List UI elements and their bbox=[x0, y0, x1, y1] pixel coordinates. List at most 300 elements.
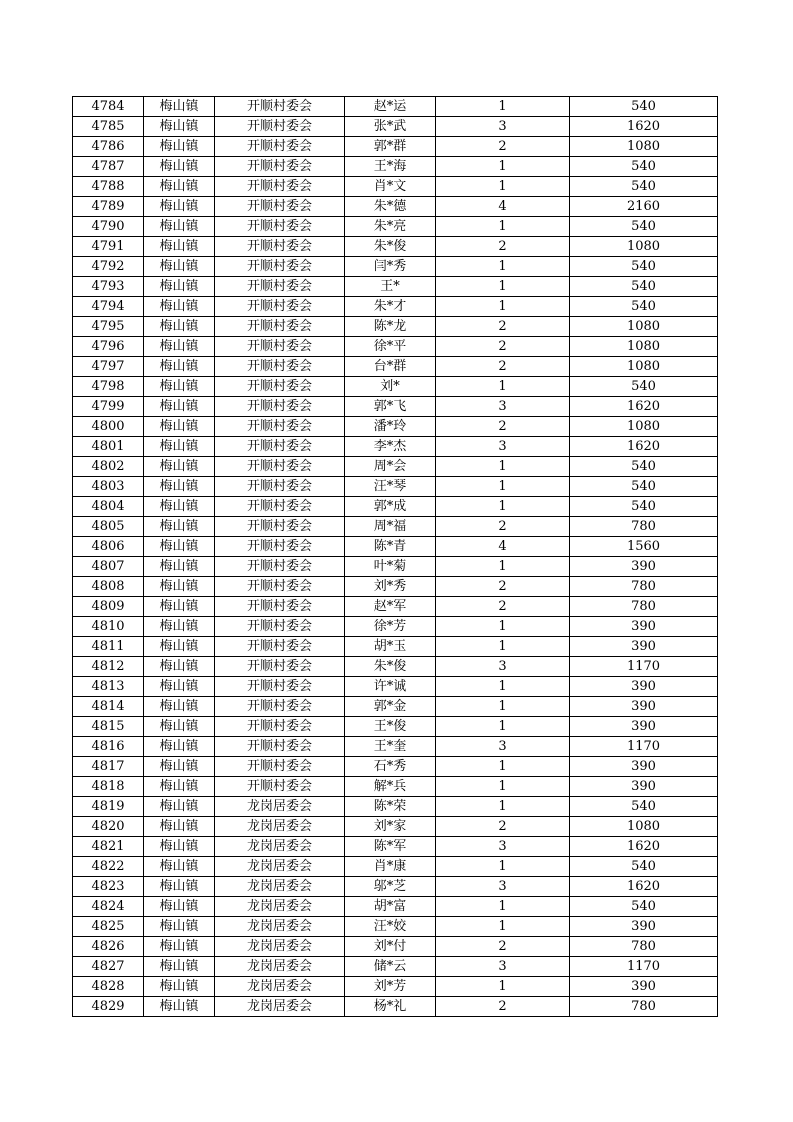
household-count-cell: 2 bbox=[436, 517, 570, 537]
town-cell: 梅山镇 bbox=[144, 517, 215, 537]
town-cell: 梅山镇 bbox=[144, 417, 215, 437]
table-row bbox=[73, 317, 718, 337]
village-committee-cell: 开顺村委会 bbox=[215, 357, 345, 377]
town-cell: 梅山镇 bbox=[144, 277, 215, 297]
household-count-cell: 1 bbox=[436, 177, 570, 197]
table-row bbox=[73, 337, 718, 357]
town-cell: 梅山镇 bbox=[144, 237, 215, 257]
serial-number-cell: 4816 bbox=[73, 737, 144, 757]
amount-cell: 1080 bbox=[570, 357, 718, 377]
serial-number-cell: 4814 bbox=[73, 697, 144, 717]
table-row bbox=[73, 377, 718, 397]
amount-cell: 1080 bbox=[570, 137, 718, 157]
town-cell: 梅山镇 bbox=[144, 817, 215, 837]
amount-cell: 780 bbox=[570, 997, 718, 1017]
table-row bbox=[73, 697, 718, 717]
household-count-cell: 3 bbox=[436, 957, 570, 977]
amount-cell: 1560 bbox=[570, 537, 718, 557]
person-name-cell: 陈*荣 bbox=[345, 797, 436, 817]
village-committee-cell: 开顺村委会 bbox=[215, 617, 345, 637]
table-row bbox=[73, 837, 718, 857]
household-count-cell: 3 bbox=[436, 877, 570, 897]
household-count-cell: 2 bbox=[436, 937, 570, 957]
village-committee-cell: 开顺村委会 bbox=[215, 197, 345, 217]
serial-number-cell: 4787 bbox=[73, 157, 144, 177]
serial-number-cell: 4800 bbox=[73, 417, 144, 437]
serial-number-cell: 4804 bbox=[73, 497, 144, 517]
town-cell: 梅山镇 bbox=[144, 717, 215, 737]
serial-number-cell: 4821 bbox=[73, 837, 144, 857]
amount-cell: 540 bbox=[570, 177, 718, 197]
amount-cell: 1620 bbox=[570, 397, 718, 417]
serial-number-cell: 4826 bbox=[73, 937, 144, 957]
table-row bbox=[73, 537, 718, 557]
town-cell: 梅山镇 bbox=[144, 117, 215, 137]
town-cell: 梅山镇 bbox=[144, 617, 215, 637]
person-name-cell: 肖*文 bbox=[345, 177, 436, 197]
person-name-cell: 许*诚 bbox=[345, 677, 436, 697]
household-count-cell: 1 bbox=[436, 457, 570, 477]
person-name-cell: 解*兵 bbox=[345, 777, 436, 797]
amount-cell: 1170 bbox=[570, 737, 718, 757]
table-row bbox=[73, 577, 718, 597]
serial-number-cell: 4794 bbox=[73, 297, 144, 317]
person-name-cell: 张*武 bbox=[345, 117, 436, 137]
household-count-cell: 3 bbox=[436, 657, 570, 677]
table-row bbox=[73, 297, 718, 317]
amount-cell: 780 bbox=[570, 937, 718, 957]
person-name-cell: 徐*平 bbox=[345, 337, 436, 357]
village-committee-cell: 开顺村委会 bbox=[215, 317, 345, 337]
amount-cell: 390 bbox=[570, 977, 718, 997]
household-count-cell: 1 bbox=[436, 477, 570, 497]
village-committee-cell: 开顺村委会 bbox=[215, 117, 345, 137]
town-cell: 梅山镇 bbox=[144, 97, 215, 117]
serial-number-cell: 4824 bbox=[73, 897, 144, 917]
table-row bbox=[73, 277, 718, 297]
table-row bbox=[73, 717, 718, 737]
amount-cell: 390 bbox=[570, 617, 718, 637]
table-row bbox=[73, 977, 718, 997]
household-count-cell: 3 bbox=[436, 737, 570, 757]
serial-number-cell: 4811 bbox=[73, 637, 144, 657]
person-name-cell: 石*秀 bbox=[345, 757, 436, 777]
town-cell: 梅山镇 bbox=[144, 937, 215, 957]
table-row bbox=[73, 937, 718, 957]
town-cell: 梅山镇 bbox=[144, 457, 215, 477]
village-committee-cell: 开顺村委会 bbox=[215, 277, 345, 297]
town-cell: 梅山镇 bbox=[144, 977, 215, 997]
person-name-cell: 王*海 bbox=[345, 157, 436, 177]
serial-number-cell: 4825 bbox=[73, 917, 144, 937]
village-committee-cell: 开顺村委会 bbox=[215, 717, 345, 737]
village-committee-cell: 开顺村委会 bbox=[215, 497, 345, 517]
village-committee-cell: 开顺村委会 bbox=[215, 477, 345, 497]
person-name-cell: 杨*礼 bbox=[345, 997, 436, 1017]
person-name-cell: 刘*芳 bbox=[345, 977, 436, 997]
table-row bbox=[73, 917, 718, 937]
amount-cell: 540 bbox=[570, 257, 718, 277]
serial-number-cell: 4789 bbox=[73, 197, 144, 217]
serial-number-cell: 4808 bbox=[73, 577, 144, 597]
table-row bbox=[73, 557, 718, 577]
person-name-cell: 郭*金 bbox=[345, 697, 436, 717]
serial-number-cell: 4801 bbox=[73, 437, 144, 457]
person-name-cell: 王*奎 bbox=[345, 737, 436, 757]
amount-cell: 2160 bbox=[570, 197, 718, 217]
village-committee-cell: 开顺村委会 bbox=[215, 697, 345, 717]
table-body bbox=[73, 97, 718, 1017]
town-cell: 梅山镇 bbox=[144, 577, 215, 597]
table-row bbox=[73, 157, 718, 177]
household-count-cell: 2 bbox=[436, 237, 570, 257]
household-count-cell: 4 bbox=[436, 197, 570, 217]
person-name-cell: 赵*运 bbox=[345, 97, 436, 117]
person-name-cell: 朱*亮 bbox=[345, 217, 436, 237]
person-name-cell: 刘* bbox=[345, 377, 436, 397]
table-row bbox=[73, 737, 718, 757]
village-committee-cell: 开顺村委会 bbox=[215, 777, 345, 797]
person-name-cell: 台*群 bbox=[345, 357, 436, 377]
town-cell: 梅山镇 bbox=[144, 477, 215, 497]
person-name-cell: 郭*成 bbox=[345, 497, 436, 517]
household-count-cell: 2 bbox=[436, 817, 570, 837]
village-committee-cell: 开顺村委会 bbox=[215, 757, 345, 777]
amount-cell: 390 bbox=[570, 637, 718, 657]
village-committee-cell: 开顺村委会 bbox=[215, 137, 345, 157]
table-row bbox=[73, 117, 718, 137]
town-cell: 梅山镇 bbox=[144, 957, 215, 977]
person-name-cell: 周*会 bbox=[345, 457, 436, 477]
amount-cell: 390 bbox=[570, 677, 718, 697]
town-cell: 梅山镇 bbox=[144, 597, 215, 617]
household-count-cell: 3 bbox=[436, 397, 570, 417]
village-committee-cell: 开顺村委会 bbox=[215, 557, 345, 577]
amount-cell: 540 bbox=[570, 497, 718, 517]
amount-cell: 390 bbox=[570, 917, 718, 937]
serial-number-cell: 4809 bbox=[73, 597, 144, 617]
village-committee-cell: 开顺村委会 bbox=[215, 597, 345, 617]
amount-cell: 540 bbox=[570, 377, 718, 397]
table-row bbox=[73, 457, 718, 477]
serial-number-cell: 4829 bbox=[73, 997, 144, 1017]
town-cell: 梅山镇 bbox=[144, 737, 215, 757]
household-count-cell: 1 bbox=[436, 557, 570, 577]
serial-number-cell: 4820 bbox=[73, 817, 144, 837]
town-cell: 梅山镇 bbox=[144, 777, 215, 797]
town-cell: 梅山镇 bbox=[144, 197, 215, 217]
person-name-cell: 郭*群 bbox=[345, 137, 436, 157]
village-committee-cell: 龙岗居委会 bbox=[215, 857, 345, 877]
serial-number-cell: 4784 bbox=[73, 97, 144, 117]
person-name-cell: 汪*琴 bbox=[345, 477, 436, 497]
table-row bbox=[73, 897, 718, 917]
person-name-cell: 周*福 bbox=[345, 517, 436, 537]
amount-cell: 1620 bbox=[570, 117, 718, 137]
village-committee-cell: 开顺村委会 bbox=[215, 417, 345, 437]
serial-number-cell: 4828 bbox=[73, 977, 144, 997]
town-cell: 梅山镇 bbox=[144, 217, 215, 237]
table-row bbox=[73, 517, 718, 537]
amount-cell: 540 bbox=[570, 477, 718, 497]
amount-cell: 540 bbox=[570, 297, 718, 317]
table-row bbox=[73, 497, 718, 517]
amount-cell: 1080 bbox=[570, 237, 718, 257]
table-row bbox=[73, 997, 718, 1017]
amount-cell: 540 bbox=[570, 277, 718, 297]
serial-number-cell: 4815 bbox=[73, 717, 144, 737]
household-count-cell: 1 bbox=[436, 917, 570, 937]
table-row bbox=[73, 857, 718, 877]
town-cell: 梅山镇 bbox=[144, 377, 215, 397]
table-row bbox=[73, 617, 718, 637]
household-count-cell: 1 bbox=[436, 97, 570, 117]
village-committee-cell: 开顺村委会 bbox=[215, 97, 345, 117]
table-row bbox=[73, 637, 718, 657]
amount-cell: 390 bbox=[570, 757, 718, 777]
person-name-cell: 陈*青 bbox=[345, 537, 436, 557]
amount-cell: 540 bbox=[570, 857, 718, 877]
person-name-cell: 刘*付 bbox=[345, 937, 436, 957]
household-count-cell: 2 bbox=[436, 137, 570, 157]
table-row bbox=[73, 477, 718, 497]
amount-cell: 1620 bbox=[570, 437, 718, 457]
serial-number-cell: 4822 bbox=[73, 857, 144, 877]
amount-cell: 540 bbox=[570, 217, 718, 237]
household-count-cell: 2 bbox=[436, 357, 570, 377]
person-name-cell: 朱*俊 bbox=[345, 237, 436, 257]
amount-cell: 1080 bbox=[570, 317, 718, 337]
town-cell: 梅山镇 bbox=[144, 637, 215, 657]
household-count-cell: 1 bbox=[436, 757, 570, 777]
serial-number-cell: 4807 bbox=[73, 557, 144, 577]
table-row bbox=[73, 437, 718, 457]
amount-cell: 540 bbox=[570, 457, 718, 477]
table-row bbox=[73, 657, 718, 677]
household-count-cell: 1 bbox=[436, 897, 570, 917]
serial-number-cell: 4823 bbox=[73, 877, 144, 897]
village-committee-cell: 龙岗居委会 bbox=[215, 977, 345, 997]
data-table bbox=[72, 96, 718, 1017]
amount-cell: 390 bbox=[570, 777, 718, 797]
town-cell: 梅山镇 bbox=[144, 177, 215, 197]
person-name-cell: 朱*德 bbox=[345, 197, 436, 217]
table-row bbox=[73, 677, 718, 697]
household-count-cell: 1 bbox=[436, 217, 570, 237]
amount-cell: 1620 bbox=[570, 837, 718, 857]
town-cell: 梅山镇 bbox=[144, 557, 215, 577]
serial-number-cell: 4796 bbox=[73, 337, 144, 357]
household-count-cell: 1 bbox=[436, 637, 570, 657]
person-name-cell: 陈*军 bbox=[345, 837, 436, 857]
serial-number-cell: 4795 bbox=[73, 317, 144, 337]
household-count-cell: 1 bbox=[436, 697, 570, 717]
table-row bbox=[73, 137, 718, 157]
person-name-cell: 叶*菊 bbox=[345, 557, 436, 577]
village-committee-cell: 开顺村委会 bbox=[215, 517, 345, 537]
household-count-cell: 1 bbox=[436, 797, 570, 817]
village-committee-cell: 开顺村委会 bbox=[215, 457, 345, 477]
amount-cell: 540 bbox=[570, 157, 718, 177]
town-cell: 梅山镇 bbox=[144, 357, 215, 377]
person-name-cell: 储*云 bbox=[345, 957, 436, 977]
amount-cell: 780 bbox=[570, 597, 718, 617]
serial-number-cell: 4806 bbox=[73, 537, 144, 557]
town-cell: 梅山镇 bbox=[144, 297, 215, 317]
town-cell: 梅山镇 bbox=[144, 497, 215, 517]
village-committee-cell: 开顺村委会 bbox=[215, 377, 345, 397]
town-cell: 梅山镇 bbox=[144, 437, 215, 457]
village-committee-cell: 龙岗居委会 bbox=[215, 817, 345, 837]
serial-number-cell: 4803 bbox=[73, 477, 144, 497]
town-cell: 梅山镇 bbox=[144, 917, 215, 937]
person-name-cell: 陈*龙 bbox=[345, 317, 436, 337]
village-committee-cell: 开顺村委会 bbox=[215, 217, 345, 237]
serial-number-cell: 4812 bbox=[73, 657, 144, 677]
household-count-cell: 2 bbox=[436, 997, 570, 1017]
person-name-cell: 赵*军 bbox=[345, 597, 436, 617]
serial-number-cell: 4785 bbox=[73, 117, 144, 137]
serial-number-cell: 4791 bbox=[73, 237, 144, 257]
town-cell: 梅山镇 bbox=[144, 697, 215, 717]
serial-number-cell: 4810 bbox=[73, 617, 144, 637]
serial-number-cell: 4786 bbox=[73, 137, 144, 157]
person-name-cell: 肖*康 bbox=[345, 857, 436, 877]
person-name-cell: 汪*姣 bbox=[345, 917, 436, 937]
household-count-cell: 2 bbox=[436, 597, 570, 617]
serial-number-cell: 4805 bbox=[73, 517, 144, 537]
amount-cell: 780 bbox=[570, 517, 718, 537]
amount-cell: 390 bbox=[570, 717, 718, 737]
household-count-cell: 4 bbox=[436, 537, 570, 557]
person-name-cell: 王*俊 bbox=[345, 717, 436, 737]
household-count-cell: 2 bbox=[436, 317, 570, 337]
village-committee-cell: 龙岗居委会 bbox=[215, 837, 345, 857]
village-committee-cell: 龙岗居委会 bbox=[215, 997, 345, 1017]
serial-number-cell: 4818 bbox=[73, 777, 144, 797]
serial-number-cell: 4798 bbox=[73, 377, 144, 397]
person-name-cell: 徐*芳 bbox=[345, 617, 436, 637]
town-cell: 梅山镇 bbox=[144, 657, 215, 677]
household-count-cell: 1 bbox=[436, 157, 570, 177]
household-count-cell: 3 bbox=[436, 437, 570, 457]
household-count-cell: 1 bbox=[436, 297, 570, 317]
village-committee-cell: 龙岗居委会 bbox=[215, 917, 345, 937]
serial-number-cell: 4793 bbox=[73, 277, 144, 297]
table-row bbox=[73, 197, 718, 217]
town-cell: 梅山镇 bbox=[144, 257, 215, 277]
household-count-cell: 2 bbox=[436, 337, 570, 357]
town-cell: 梅山镇 bbox=[144, 877, 215, 897]
town-cell: 梅山镇 bbox=[144, 397, 215, 417]
village-committee-cell: 开顺村委会 bbox=[215, 297, 345, 317]
amount-cell: 1170 bbox=[570, 657, 718, 677]
village-committee-cell: 开顺村委会 bbox=[215, 637, 345, 657]
town-cell: 梅山镇 bbox=[144, 857, 215, 877]
amount-cell: 540 bbox=[570, 797, 718, 817]
household-count-cell: 1 bbox=[436, 857, 570, 877]
village-committee-cell: 开顺村委会 bbox=[215, 237, 345, 257]
serial-number-cell: 4790 bbox=[73, 217, 144, 237]
household-count-cell: 1 bbox=[436, 777, 570, 797]
town-cell: 梅山镇 bbox=[144, 897, 215, 917]
amount-cell: 390 bbox=[570, 557, 718, 577]
amount-cell: 1080 bbox=[570, 417, 718, 437]
person-name-cell: 郭*飞 bbox=[345, 397, 436, 417]
person-name-cell: 闫*秀 bbox=[345, 257, 436, 277]
table-row bbox=[73, 177, 718, 197]
village-committee-cell: 开顺村委会 bbox=[215, 177, 345, 197]
table-row bbox=[73, 597, 718, 617]
village-committee-cell: 开顺村委会 bbox=[215, 157, 345, 177]
village-committee-cell: 龙岗居委会 bbox=[215, 897, 345, 917]
household-count-cell: 1 bbox=[436, 257, 570, 277]
person-name-cell: 朱*才 bbox=[345, 297, 436, 317]
person-name-cell: 刘*家 bbox=[345, 817, 436, 837]
town-cell: 梅山镇 bbox=[144, 337, 215, 357]
amount-cell: 1080 bbox=[570, 817, 718, 837]
person-name-cell: 朱*俊 bbox=[345, 657, 436, 677]
table-row bbox=[73, 97, 718, 117]
village-committee-cell: 开顺村委会 bbox=[215, 537, 345, 557]
town-cell: 梅山镇 bbox=[144, 137, 215, 157]
village-committee-cell: 开顺村委会 bbox=[215, 257, 345, 277]
village-committee-cell: 开顺村委会 bbox=[215, 677, 345, 697]
town-cell: 梅山镇 bbox=[144, 317, 215, 337]
village-committee-cell: 开顺村委会 bbox=[215, 337, 345, 357]
person-name-cell: 李*杰 bbox=[345, 437, 436, 457]
table-row bbox=[73, 757, 718, 777]
household-count-cell: 1 bbox=[436, 717, 570, 737]
table-row bbox=[73, 817, 718, 837]
serial-number-cell: 4819 bbox=[73, 797, 144, 817]
household-count-cell: 1 bbox=[436, 617, 570, 637]
table-row bbox=[73, 797, 718, 817]
amount-cell: 390 bbox=[570, 697, 718, 717]
village-committee-cell: 龙岗居委会 bbox=[215, 957, 345, 977]
household-count-cell: 3 bbox=[436, 837, 570, 857]
household-count-cell: 1 bbox=[436, 377, 570, 397]
village-committee-cell: 开顺村委会 bbox=[215, 737, 345, 757]
town-cell: 梅山镇 bbox=[144, 757, 215, 777]
serial-number-cell: 4788 bbox=[73, 177, 144, 197]
table-row bbox=[73, 357, 718, 377]
serial-number-cell: 4827 bbox=[73, 957, 144, 977]
table-row bbox=[73, 217, 718, 237]
serial-number-cell: 4802 bbox=[73, 457, 144, 477]
village-committee-cell: 龙岗居委会 bbox=[215, 937, 345, 957]
village-committee-cell: 龙岗居委会 bbox=[215, 877, 345, 897]
amount-cell: 780 bbox=[570, 577, 718, 597]
village-committee-cell: 开顺村委会 bbox=[215, 577, 345, 597]
table-row bbox=[73, 257, 718, 277]
village-committee-cell: 开顺村委会 bbox=[215, 437, 345, 457]
town-cell: 梅山镇 bbox=[144, 837, 215, 857]
household-count-cell: 1 bbox=[436, 497, 570, 517]
person-name-cell: 潘*玲 bbox=[345, 417, 436, 437]
table-row bbox=[73, 397, 718, 417]
village-committee-cell: 开顺村委会 bbox=[215, 397, 345, 417]
village-committee-cell: 龙岗居委会 bbox=[215, 797, 345, 817]
town-cell: 梅山镇 bbox=[144, 537, 215, 557]
amount-cell: 1620 bbox=[570, 877, 718, 897]
table-row bbox=[73, 237, 718, 257]
household-count-cell: 3 bbox=[436, 117, 570, 137]
household-count-cell: 1 bbox=[436, 677, 570, 697]
person-name-cell: 刘*秀 bbox=[345, 577, 436, 597]
town-cell: 梅山镇 bbox=[144, 157, 215, 177]
serial-number-cell: 4797 bbox=[73, 357, 144, 377]
